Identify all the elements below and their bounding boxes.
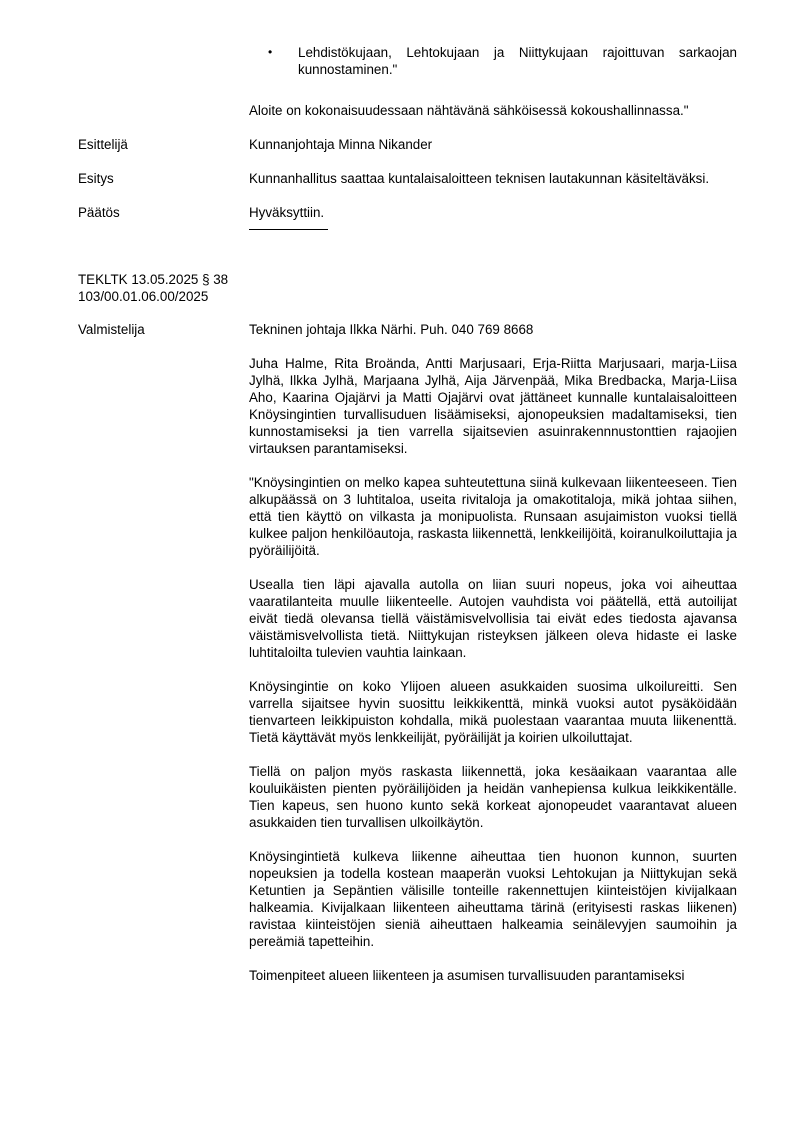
diary-number: 103/00.01.06.00/2025 [78, 289, 209, 304]
signature-line [249, 229, 328, 230]
case-reference [78, 271, 737, 305]
body-paragraph-3: Usealla tien läpi ajavalla autolla on liian suuri nopeus, joka voi aiheuttaa vaaratilanteita muulle liikenteelle. Autojen vauhdista voi päätellä, että autoilijat eivät tiedä olevansa tiellä väistämisvelvollisia tai eivät edes tiedosta ajavansa väistämisvelvollista tietä. Niittykujan risteyksen jälkeen oleva hidaste ei laske luhtitaloilta tulevien vauhtia lainkaan. [249, 577, 737, 660]
body-paragraph-6: Knöysingintietä kulkeva liikenne aiheuttaa tien huonon kunnon, suurten nopeuksien ja todella kostean maaperän vuoksi Lehtokujan ja Niittykujan sekä Ketuntien ja Sepäntien välisille tonteille rakennettujen kiinteistöjen kivijalkaan halkeamia. Kivijalkaan liikenteen aiheuttama tärinä (erityisesti raskas liikenen) ravistaa kiinteistöjen sieniä aiheuttaen halkeamia seinälevyjen saumoihin ja pereämiä tapetteihin. [249, 849, 737, 949]
field-label-esittelija: Esittelijä [78, 137, 128, 152]
field-value-esittelija: Kunnanjohtaja Minna Nikander [249, 137, 433, 152]
field-value-valmistelija: Tekninen johtaja Ilkka Närhi. Puh. 040 769 8668 [249, 322, 534, 337]
field-row-valmistelija [78, 321, 737, 338]
field-label-valmistelija: Valmistelija [78, 322, 145, 337]
body-paragraph-2: "Knöysingintien on melko kapea suhteutettuna siinä kulkevaan liikenteeseen. Tien alkupäässä on 3 luhtitaloa, useita rivitaloja ja omakotitaloja, mikä johtaa siihen, että tien käyttö on vilkasta ja monipuolista. Runsaan asujaimiston vuoksi tiellä kulkee paljon henkilöautoja, raskasta liikennettä, lenkkeilijöitä, koiranulkoiluttajia ja pyöräilijöitä. [249, 475, 737, 558]
bullet-marker: • [268, 45, 273, 59]
body-paragraph-1: Juha Halme, Rita Broända, Antti Marjusaari, Erja-Riitta Marjusaari, marja-Liisa Jylhä, Ilkka Jylhä, Marjaana Jylhä, Aija Järvenpää, Mika Bredbacka, Marja-Liisa Aho, Kaarina Ojajärvi ja Matti Ojajärvi ovat jättäneet kunnalle kuntalaisaloitteen Knöysingintien turvallisuduen lisäämiseksi, ajonopeuksien madaltamiseksi, tien kunnostamiseksi ja tien varrella sijaitsevien asuinrakennnustonttien rajaojien virtauksen parantamiseksi. [249, 356, 737, 456]
field-row-esittelija [78, 136, 737, 153]
document-content [78, 44, 737, 1001]
body-paragraph-7: Toimenpiteet alueen liikenteen ja asumisen turvallisuuden parantamiseksi [249, 968, 685, 983]
field-label-esitys: Esitys [78, 171, 114, 186]
body-paragraph-5: Tiellä on paljon myös raskasta liikennettä, joka kesäaikaan vaarantaa alle kouluikäisten pienten pyöräilijöiden ja heidän vanhepiensa kulkua leikkikentälle. Tien kapeus, sen huono kunto sekä korkeat ajonopeudet vaarantavat alueen asukkaiden tien turvallisen ulkoilkäytön. [249, 764, 737, 830]
section-heading: TEKLTK 13.05.2025 § 38 [78, 272, 229, 287]
list-item [268, 44, 737, 78]
field-value-esitys: Kunnanhallitus saattaa kuntalaisaloitteen teknisen lautakunnan käsiteltäväksi. [249, 171, 710, 186]
field-value-paatos: Hyväksyttiin. [249, 205, 325, 220]
field-label-paatos: Päätös [78, 205, 120, 220]
field-row-esitys [78, 170, 737, 187]
availability-note: Aloite on kokonaisuudessaan nähtävänä sähköisessä kokoushallinnassa." [249, 103, 689, 118]
field-row-paatos [78, 204, 737, 221]
body-paragraph-4: Knöysingintie on koko Ylijoen alueen asukkaiden suosima ulkoilureitti. Sen varrella sijaitsee hyvin suosittu leikkikenttä, minkä vuoksi autot pysäköidään tienvarteen leikkipuiston kohdalla, mikä puolestaan vaarantaa muuta liikenenttä. Tietä käyttävät myös lenkkeilijät, pyöräilijät ja koirien ulkoiluttajat. [249, 679, 737, 745]
list-item-text: Lehdistökujaan, Lehtokujaan ja Niittykujaan rajoittuvan sarkaojan kunnostaminen." [298, 45, 737, 77]
